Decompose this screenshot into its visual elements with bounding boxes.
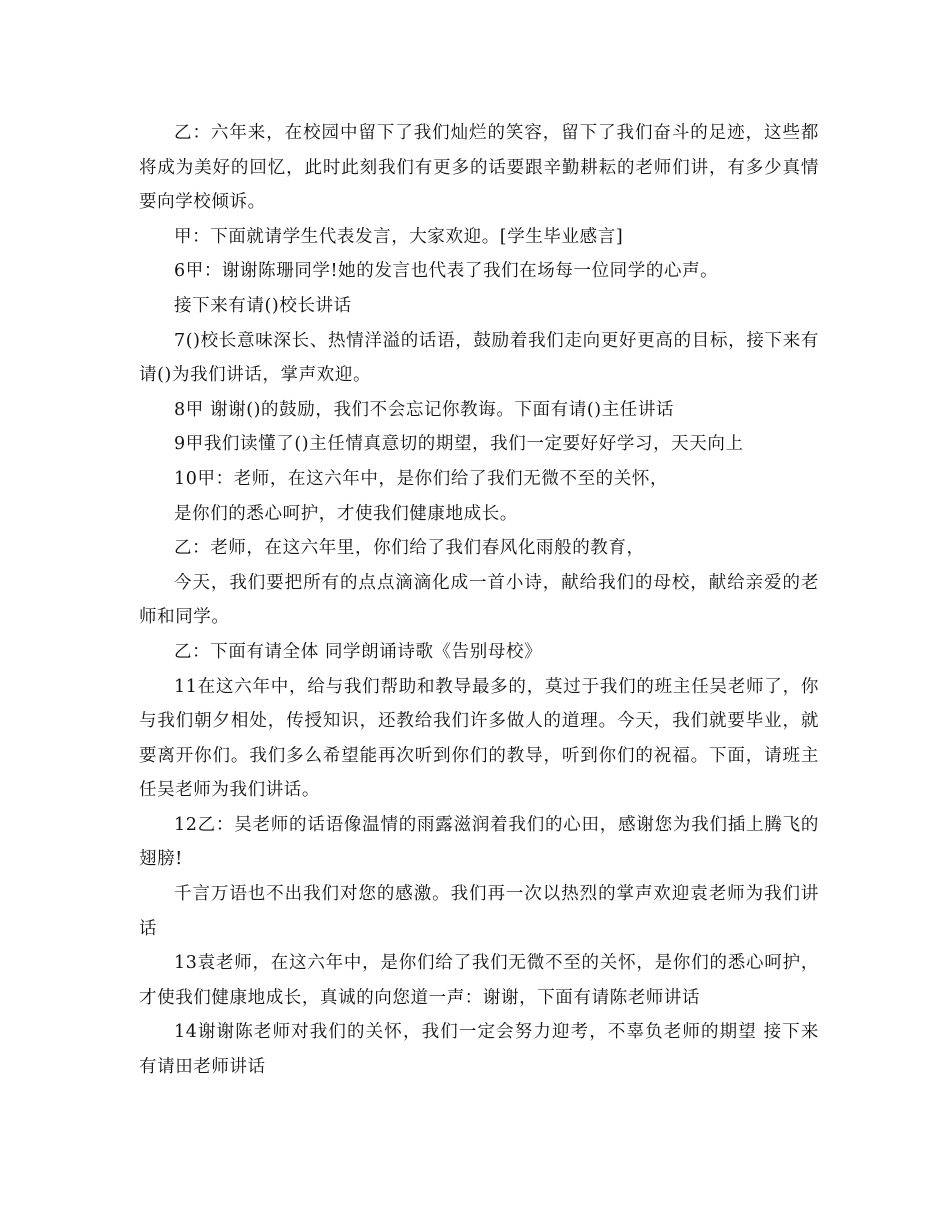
paragraph-8: 10甲：老师，在这六年中，是你们给了我们无微不至的关怀， xyxy=(174,468,669,489)
paragraph-15: 千言万语也不出我们对您的感激。我们再一次以热烈的掌声欢迎袁老师为我们讲话 xyxy=(139,884,819,939)
paragraph-13: 11在这六年中，给与我们帮助和教导最多的，莫过于我们的班主任吴老师了，你与我们朝夕相处，传授知识，还教给我们许多做人的道理。今天，我们就要毕业，就要离开你们。我们多么希望能再次听到你们的教导，听到你们的祝福。下面，请班主任吴老师为我们讲话。 xyxy=(139,676,819,801)
paragraph-9: 是你们的悉心呵护，才使我们健康地成长。 xyxy=(174,503,518,524)
paragraph-2: 甲：下面就请学生代表发言，大家欢迎。[学生毕业感言] xyxy=(174,226,624,247)
document-body xyxy=(139,116,819,1085)
paragraph-11: 今天，我们要把所有的点点滴滴化成一首小诗，献给我们的母校，献给亲爱的老师和同学。 xyxy=(139,572,819,628)
paragraph-1: 乙：六年来，在校园中留下了我们灿烂的笑容，留下了我们奋斗的足迹，这些都将成为美好的回忆，此时此刻我们有更多的话要跟辛勤耕耘的老师们讲，有多少真情要向学校倾诉。 xyxy=(139,123,819,213)
paragraph-14: 12乙：吴老师的话语像温情的雨露滋润着我们的心田，感谢您为我们插上腾飞的翅膀! xyxy=(139,814,819,870)
paragraph-12: 乙：下面有请全体 同学朗诵诗歌《告别母校》 xyxy=(174,641,543,662)
paragraph-17: 14谢谢陈老师对我们的关怀，我们一定会努力迎考，不辜负老师的期望 接下来有请田老师讲话 xyxy=(139,1022,819,1078)
paragraph-6: 8甲 谢谢()的鼓励，我们不会忘记你教诲。下面有请()主任讲话 xyxy=(174,399,675,420)
paragraph-10: 乙：老师，在这六年里，你们给了我们春风化雨般的教育， xyxy=(174,538,645,559)
paragraph-16: 13袁老师，在这六年中，是你们给了我们无微不至的关怀，是你们的悉心呵护，才使我们健康地成长，真诚的向您道一声：谢谢，下面有请陈老师讲话 xyxy=(139,953,819,1008)
paragraph-5: 7()校长意味深长、热情洋溢的话语，鼓励着我们走向更好更高的目标，接下来有请()为我们讲话，掌声欢迎。 xyxy=(139,330,819,386)
paragraph-7: 9甲我们读懂了()主任情真意切的期望，我们一定要好好学习，天天向上 xyxy=(174,434,744,455)
paragraph-4: 接下来有请()校长讲话 xyxy=(174,295,352,316)
paragraph-3: 6甲：谢谢陈珊同学!她的发言也代表了我们在场每一位同学的心声。 xyxy=(174,261,719,282)
